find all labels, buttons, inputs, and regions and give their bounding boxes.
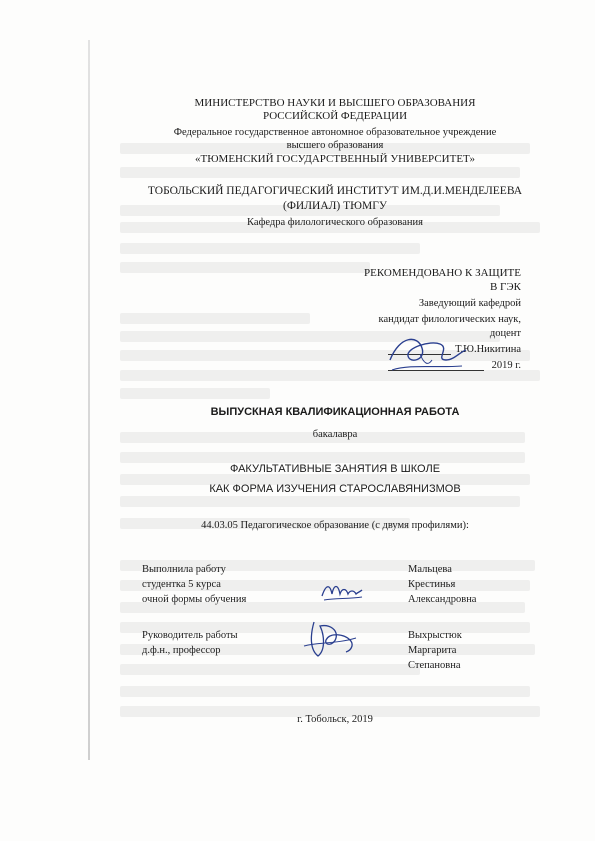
head-rank: доцент [489, 328, 521, 339]
institution-line-1: Федеральное государственное автономное образовательное учреждение [173, 127, 497, 138]
university-name: «ТЮМЕНСКИЙ ГОСУДАРСТВЕННЫЙ УНИВЕРСИТЕТ» [195, 153, 475, 165]
author-name-1: Мальцева [408, 564, 452, 575]
bleed-through-line [120, 167, 520, 178]
bleed-through-line [120, 388, 270, 399]
bleed-through-line [120, 686, 530, 697]
head-degree: кандидат филологических наук, [378, 314, 521, 325]
ministry-line-2: РОССИЙСКОЙ ФЕДЕРАЦИИ [262, 110, 408, 122]
approval-year: 2019 г. [491, 360, 521, 371]
bleed-through-line [120, 243, 420, 254]
commission-label: В ГЭК [489, 281, 521, 293]
author-name-3: Александровна [408, 594, 477, 605]
bleed-through-line [120, 313, 310, 324]
bleed-through-line [120, 664, 420, 675]
topic-line-1: ФАКУЛЬТАТИВНЫЕ ЗАНЯТИЯ В ШКОЛЕ [229, 463, 441, 475]
topic-line-2: КАК ФОРМА ИЗУЧЕНИЯ СТАРОСЛАВЯНИЗМОВ [209, 483, 461, 495]
head-title: Заведующий кафедрой [418, 298, 521, 309]
work-type: ВЫПУСКНАЯ КВАЛИФИКАЦИОННАЯ РАБОТА [210, 406, 460, 418]
author-signature [318, 576, 366, 606]
institution-line-2: высшего образования [286, 140, 384, 151]
supervisor-name-3: Степановна [408, 660, 461, 671]
institute-line-2: (ФИЛИАЛ) ТЮМГУ [283, 200, 387, 212]
supervisor-signature [300, 616, 360, 662]
ministry-line-1: МИНИСТЕРСТВО НАУКИ И ВЫСШЕГО ОБРАЗОВАНИЯ [194, 97, 476, 109]
specialty: 44.03.05 Педагогическое образование (с двумя профилями): [201, 520, 469, 531]
supervisor-label-2: д.ф.н., профессор [142, 645, 221, 656]
sheet-edge [88, 40, 90, 760]
supervisor-name-1: Выхрыстюк [408, 630, 462, 641]
author-label-2: студентка 5 курса [142, 579, 221, 590]
bleed-through-line [120, 452, 525, 463]
city-year: г. Тобольск, 2019 [297, 714, 373, 725]
author-label-1: Выполнила работу [142, 564, 226, 575]
head-signature [380, 330, 470, 378]
supervisor-name-2: Маргарита [408, 645, 457, 656]
department-name: Кафедра филологического образования [247, 217, 423, 228]
institute-line-1: ТОБОЛЬСКИЙ ПЕДАГОГИЧЕСКИЙ ИНСТИТУТ ИМ.Д.И.МЕНДЕЛЕЕВА [147, 185, 523, 197]
head-name: Т.Ю.Никитина [455, 344, 521, 355]
author-name-2: Крестинья [408, 579, 456, 590]
degree-level: бакалавра [312, 429, 358, 440]
bleed-through-line [120, 496, 520, 507]
supervisor-label-1: Руководитель работы [142, 630, 238, 641]
recommended-label: РЕКОМЕНДОВАНО К ЗАЩИТЕ [364, 267, 521, 279]
author-label-3: очной формы обучения [142, 594, 247, 605]
